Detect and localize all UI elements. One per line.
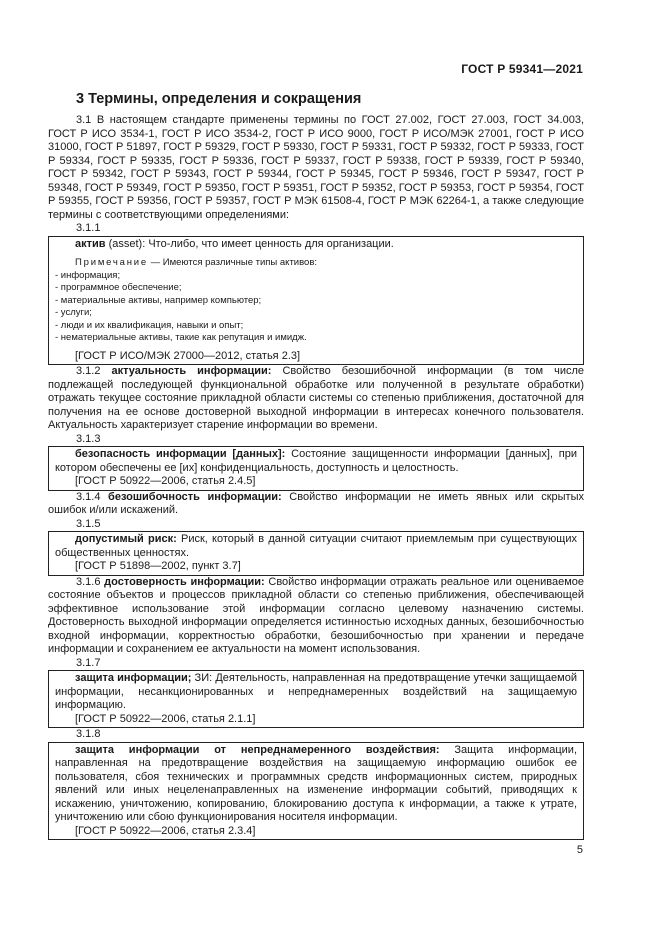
- term-name: защита информации от непреднамеренного воздействия:: [75, 743, 440, 756]
- term-number-3-1-1: 3.1.1: [76, 222, 101, 234]
- document-code: ГОСТ Р 59341—2021: [461, 62, 583, 76]
- term-name: безопасность информации [данных]:: [75, 448, 286, 460]
- term-source-ref: [ГОСТ Р 50922—2006, статья 2.4.5]: [75, 475, 256, 487]
- note-list-item: - материальные активы, например компьютер;: [55, 294, 262, 306]
- term-number: 3.1.2: [76, 365, 101, 377]
- term-paragraph-3-1-4: [48, 491, 584, 518]
- intro-paragraph: 3.1 В настоящем стандарте применены термины по ГОСТ 27.002, ГОСТ 27.003, ГОСТ 34.003, ГОСТ Р ИСО 3534-1, ГОСТ Р ИСО 3534-2, ГОСТ Р ИСО 9000, ГОСТ Р ИСО/МЭК 27001, ГОСТ Р ИСО 31000, ГОСТ Р 51897, ГОСТ Р 59329, ГОСТ Р 59330, ГОСТ Р 59331, ГОСТ Р 59332, ГОСТ Р 59333, ГОСТ Р 59334, ГОСТ Р 59335, ГОСТ Р 59336, ГОСТ Р 59337, ГОСТ Р 59338, ГОСТ Р 59339, ГОСТ Р 59340, ГОСТ Р 59342, ГОСТ Р 59343, ГОСТ Р 59344, ГОСТ Р 59345, ГОСТ Р 59346, ГОСТ Р 59347, ГОСТ Р 59348, ГОСТ Р 59349, ГОСТ Р 59350, ГОСТ Р 59351, ГОСТ Р 59352, ГОСТ Р 59353, ГОСТ Р 59354, ГОСТ Р 59355, ГОСТ Р 59356, ГОСТ Р 59357, ГОСТ Р МЭК 61508-4, ГОСТ Р МЭК 62264-1, а также следующие термины с соответствующими определениями:: [48, 114, 584, 221]
- term-definition: [55, 672, 577, 713]
- term-text: Свойство информации не иметь явных или скрытых ошибок и/или искажений.: [48, 490, 584, 516]
- term-number: 3.1.4: [76, 490, 101, 503]
- term-definition: [55, 744, 577, 825]
- term-box-information-security: [48, 446, 584, 491]
- document-body: [48, 114, 584, 840]
- term-name: достоверность информации:: [104, 575, 265, 588]
- term-source-ref: [ГОСТ Р 50922—2006, статья 2.3.4]: [75, 824, 256, 837]
- note-list-item: - нематериальные активы, такие как репутация и имидж.: [55, 332, 307, 343]
- term-source-ref: [ГОСТ Р 51898—2002, пункт 3.7]: [75, 560, 241, 572]
- term-number: 3.1.6: [76, 575, 101, 588]
- term-note: [55, 257, 577, 345]
- note-list-item: - программное обеспечение;: [55, 282, 182, 293]
- note-list-item: - услуги;: [55, 307, 92, 318]
- term-text: Риск, который в данной ситуации считают приемлемым при существующих общественных ценностях.: [55, 533, 577, 559]
- term-definition: [55, 238, 577, 252]
- term-paragraph-3-1-2: [48, 365, 584, 433]
- term-text: Защита информации, направленная на предотвращение воздействия на защищаемую информацию ошибок ее пользователя, сбоя технических и программных средств информационных систем, природных явлений или иных нецеленаправленных на изменение информации событий, приводящих к искажению, уничтожению, копированию, блокированию доступа к информации, а также к утрате, уничтожению или сбою функционирования носителя информации.: [55, 743, 577, 823]
- page-number: 5: [576, 844, 583, 856]
- term-number-3-1-7: 3.1.7: [76, 656, 101, 669]
- term-name: защита информации;: [75, 672, 192, 684]
- note-list-item: - люди и их квалификация, навыки и опыт;: [55, 319, 244, 331]
- term-name: актуальность информации:: [111, 365, 272, 377]
- term-definition: [55, 448, 577, 475]
- note-label: Примечание: [75, 257, 148, 268]
- term-definition: [55, 533, 577, 560]
- term-paragraph-3-1-6: [48, 576, 584, 657]
- term-text: Состояние защищенности информации [данных], при котором обеспечены ее [их] конфиденциальность, доступность и целостность.: [55, 448, 577, 474]
- term-box-asset: [48, 236, 584, 366]
- term-box-acceptable-risk: [48, 531, 584, 576]
- section-title: 3 Термины, определения и сокращения: [76, 91, 362, 107]
- term-name: допустимый риск:: [75, 533, 177, 545]
- term-text: Свойство безошибочной информации (в том числе подлежащей последующей функциональной обработке или полученной в результате обработки) отражать текущее состояние прикладной области системы со степенью приближения, достаточной для получения на ее основе достоверной выходной информации в интересах конечного пользователя. Актуальность характеризует старение информации во времени.: [48, 365, 585, 431]
- term-name: безошибочность информации:: [108, 490, 282, 503]
- note-text: — Имеются различные типы активов:: [148, 257, 318, 268]
- term-name: актив: [75, 237, 106, 250]
- term-text: (asset): Что-либо, что имеет ценность для организации.: [105, 237, 394, 250]
- term-box-information-protection: [48, 670, 584, 728]
- term-source-ref: [ГОСТ Р ИСО/МЭК 27000—2012, статья 2.3]: [75, 349, 301, 362]
- term-box-unintentional-impact: [48, 742, 584, 841]
- term-number-3-1-8: 3.1.8: [76, 728, 101, 740]
- term-number-3-1-3: 3.1.3: [76, 432, 101, 445]
- term-number-3-1-5: 3.1.5: [76, 517, 101, 530]
- term-text: ЗИ: Деятельность, направленная на предотвращение утечки защищаемой информации, несанкционированных и непреднамеренных воздействий на защищаемую информацию.: [55, 672, 577, 711]
- term-text: Свойство информации отражать реальное или оцениваемое состояние объектов и процессов прикладной области со степенью приближения, обеспечивающей эффективное использование этой информации согласно целевому назначению системы. Достоверность выходной информации определяется истинностью исходных данных, безошибочностью входной информации, корректностью обработки, безошибочностью при хранении и передаче информации и сохранением ее актуальности на момент использования.: [48, 575, 584, 655]
- term-source-ref: [ГОСТ Р 50922—2006, статья 2.1.1]: [75, 712, 256, 725]
- note-list-item: - информация;: [55, 269, 121, 281]
